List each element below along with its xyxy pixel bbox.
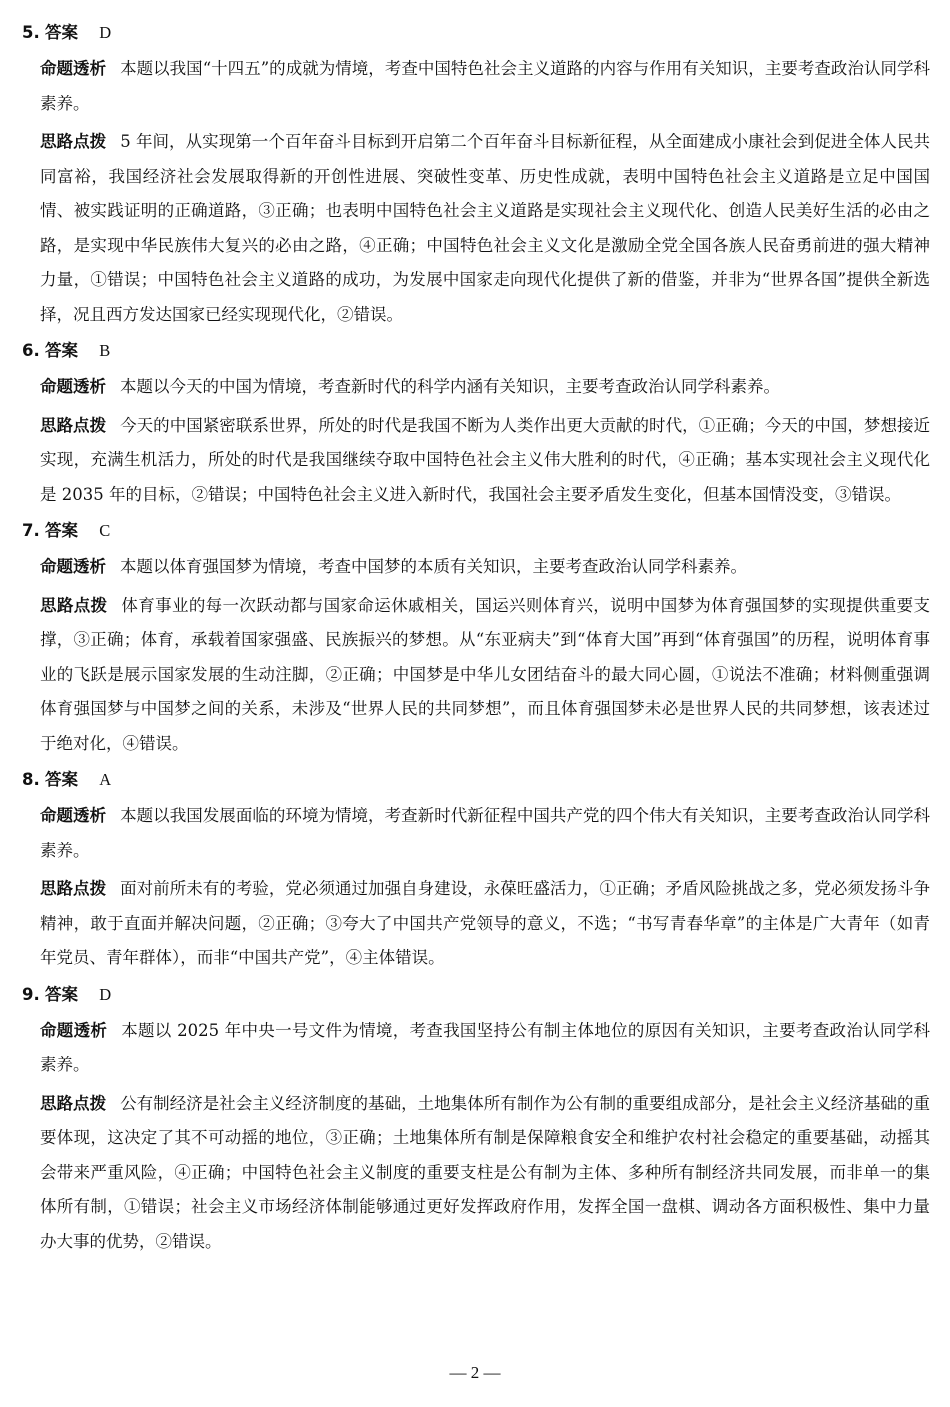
analysis-label: 命题透析: [40, 59, 107, 78]
hint-paragraph: [22, 125, 930, 332]
analysis-text: 本题以体育强国梦为情境，考查中国梦的本质有关知识，主要考查政治认同学科素养。: [120, 557, 747, 576]
answer-label: 答案: [45, 770, 78, 789]
hint-paragraph: [22, 872, 930, 976]
analysis-paragraph: [22, 370, 930, 405]
answer-label: 答案: [45, 23, 78, 42]
analysis-paragraph: [22, 550, 930, 585]
question-number: 6.: [22, 341, 40, 360]
hint-paragraph: [22, 589, 930, 762]
answer-value: B: [99, 341, 111, 360]
hint-paragraph: [22, 409, 930, 513]
question-7: [22, 516, 930, 761]
answer-label: 答案: [45, 521, 78, 540]
question-number: 8.: [22, 770, 40, 789]
hint-label: 思路点拨: [40, 1093, 107, 1113]
answer-value: A: [99, 770, 112, 789]
answer-line: [22, 980, 930, 1010]
analysis-paragraph: [22, 52, 930, 121]
answer-value: C: [99, 521, 111, 540]
answer-value: D: [99, 23, 112, 42]
answer-line: [22, 336, 930, 366]
analysis-text: 本题以今天的中国为情境，考查新时代的科学内涵有关知识，主要考查政治认同学科素养。: [120, 377, 780, 396]
question-number: 5.: [22, 23, 40, 42]
hint-label: 思路点拨: [40, 879, 107, 898]
analysis-text: 本题以 2025 年中央一号文件为情境，考查我国坚持公有制主体地位的原因有关知识，主要考查政治认同学科素养。: [40, 1020, 930, 1074]
hint-text: 5 年间，从实现第一个百年奋斗目标到开启第二个百年奋斗目标新征程，从全面建成小康社会到促进全体人民共同富裕，我国经济社会发展取得新的开创性进展、突破性变革、历史性成就，表明中国特色社会主义道路是立足中国国情、被实践证明的正确道路，③正确；也表明中国特色社会主义道路是实现社会主义现代化、创造人民美好生活的必由之路，是实现中华民族伟大复兴的必由之路，④正确；中国特色社会主义文化是激励全党全国各族人民奋勇前进的强大精神力量，①错误；中国特色社会主义道路的成功，为发展中国家走向现代化提供了新的借鉴，并非为“世界各国”提供全新选择，况且西方发达国家已经实现现代化，②错误。: [40, 132, 931, 324]
answer-value: D: [99, 984, 112, 1004]
analysis-text: 本题以我国发展面临的环境为情境，考查新时代新征程中国共产党的四个伟大有关知识，主要考查政治认同学科素养。: [40, 806, 931, 860]
question-number: 7.: [22, 521, 40, 540]
analysis-paragraph: [22, 799, 930, 868]
answer-label: 答案: [45, 984, 78, 1004]
analysis-label: 命题透析: [40, 806, 107, 825]
analysis-paragraph: [22, 1014, 930, 1083]
question-5: [22, 18, 930, 332]
question-number: 9.: [22, 984, 40, 1004]
answer-label: 答案: [45, 341, 78, 360]
hint-label: 思路点拨: [40, 415, 107, 435]
question-8: [22, 765, 930, 976]
analysis-text: 本题以我国“十四五”的成就为情境，考查中国特色社会主义道路的内容与作用有关知识，主要考查政治认同学科素养。: [40, 59, 931, 113]
question-9: [22, 980, 930, 1260]
hint-text: 面对前所未有的考验，党必须通过加强自身建设，永葆旺盛活力，①正确；矛盾风险挑战之多，党必须发扬斗争精神，敢于直面并解决问题，②正确；③夸大了中国共产党领导的意义，不选；“书写青春华章”的主体是广大青年（如青年党员、青年群体），而非“中国共产党”，④主体错误。: [40, 879, 931, 967]
hint-label: 思路点拨: [40, 132, 107, 151]
answer-line: [22, 516, 930, 546]
analysis-label: 命题透析: [40, 1020, 108, 1040]
question-6: [22, 336, 930, 512]
hint-text: 体育事业的每一次跃动都与国家命运休戚相关，国运兴则体育兴，说明中国梦为体育强国梦的实现提供重要支撑，③正确；体育，承载着国家强盛、民族振兴的梦想。从“东亚病夫”到“体育大国”再到“体育强国”的历程，说明体育事业的飞跃是展示国家发展的生动注脚，②正确；中国梦是中华儿女团结奋斗的最大同心圆，①说法不准确；材料侧重强调体育强国梦与中国梦之间的关系，未涉及“世界人民的共同梦想”，而且体育强国梦未必是世界人民的共同梦想，该表述过于绝对化，④错误。: [40, 595, 931, 753]
analysis-label: 命题透析: [40, 377, 106, 396]
answer-line: [22, 765, 930, 795]
answer-line: [22, 18, 930, 48]
hint-label: 思路点拨: [40, 595, 108, 615]
analysis-label: 命题透析: [40, 557, 106, 576]
hint-text: 公有制经济是社会主义经济制度的基础，土地集体所有制作为公有制的重要组成部分，是社会主义经济基础的重要体现，这决定了其不可动摇的地位，③正确；土地集体所有制是保障粮食安全和维护农村社会稳定的重要基础，动摇其会带来严重风险，④正确；中国特色社会主义制度的重要支柱是公有制为主体、多种所有制经济共同发展，而非单一的集体所有制，①错误；社会主义市场经济体制能够通过更好发挥政府作用，发挥全国一盘棋、调动各方面积极性、集中力量办大事的优势，②错误。: [40, 1093, 931, 1251]
hint-paragraph: [22, 1087, 930, 1260]
hint-text: 今天的中国紧密联系世界，所处的时代是我国不断为人类作出更大贡献的时代，①正确；今天的中国，梦想接近实现，充满生机活力，所处的时代是我国继续夺取中国特色社会主义伟大胜利的时代，④正确；基本实现社会主义现代化是 2035 年的目标，②错误；中国特色社会主义进入新时代，我国社会主要矛盾发生变化，但基本国情没变，③错误。: [40, 415, 931, 504]
page-number: — 2 —: [449, 1363, 501, 1382]
